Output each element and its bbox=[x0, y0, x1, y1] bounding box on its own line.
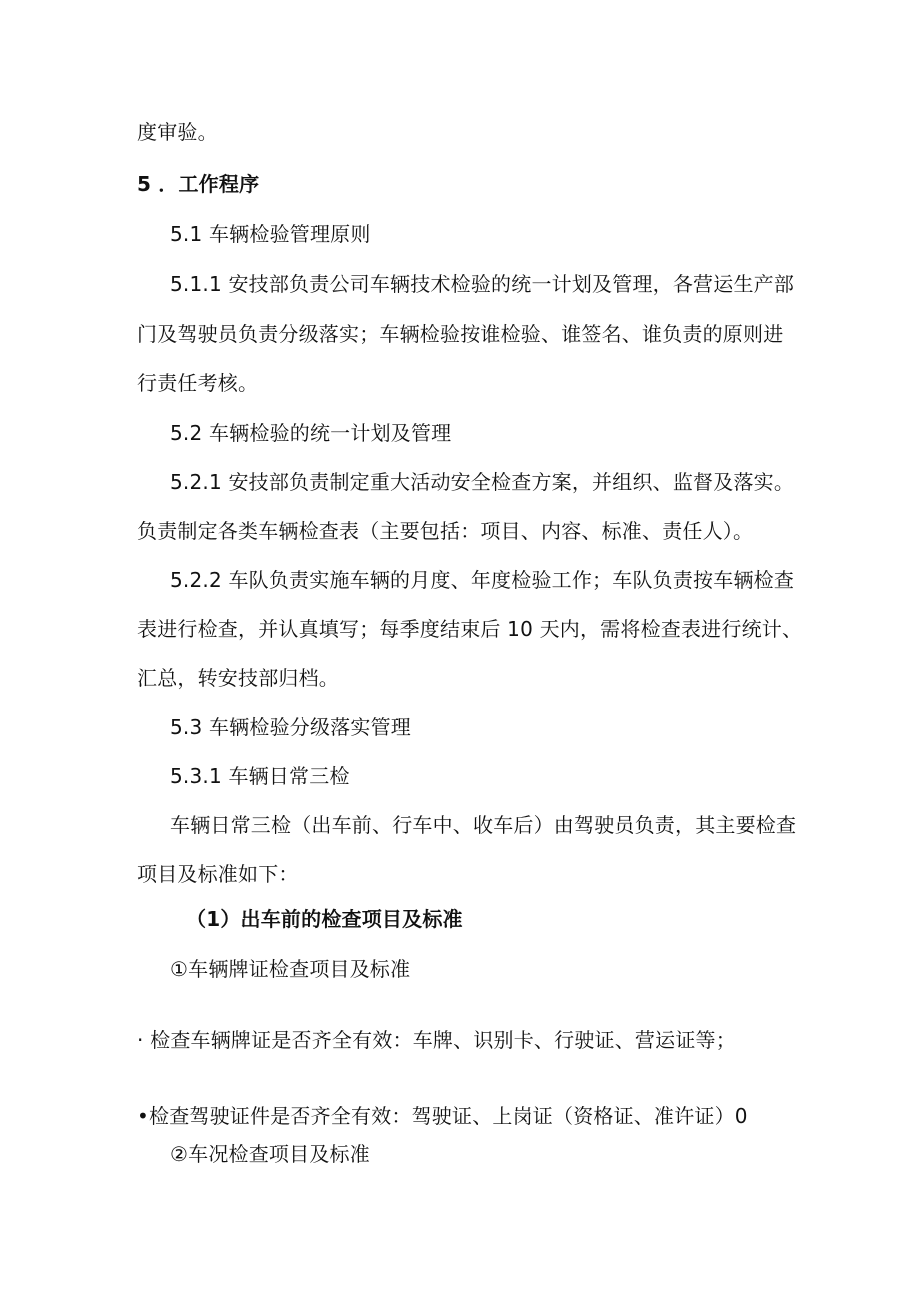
subsection-heading: 5.3 车辆检验分级落实管理 bbox=[170, 715, 411, 739]
paragraph-line: 负责制定各类车辆检查表（主要包括：项目、内容、标准、责任人）。 bbox=[137, 519, 754, 543]
paragraph-line: 项目及标准如下： bbox=[137, 862, 299, 886]
paragraph-line: 表进行检查，并认真填写；每季度结束后 10 天内，需将检查表进行统计、 bbox=[137, 617, 803, 641]
paragraph-line: 车辆日常三检（出车前、行车中、收车后）由驾驶员负责，其主要检查 bbox=[170, 813, 797, 837]
paragraph-line: 行责任考核。 bbox=[137, 371, 259, 395]
paragraph-line: 5.2.1 安技部负责制定重大活动安全检查方案，并组织、监督及落实。 bbox=[170, 470, 795, 494]
subsection-heading: 5.2 车辆检验的统一计划及管理 bbox=[170, 421, 452, 445]
list-item: · 检查车辆牌证是否齐全有效：车牌、识别卡、行驶证、营运证等； bbox=[137, 1028, 736, 1052]
subsection-heading: 5.3.1 车辆日常三检 bbox=[170, 764, 350, 788]
paragraph-line: 汇总，转安技部归档。 bbox=[137, 666, 339, 690]
section-heading: 5 ．工作程序 bbox=[137, 172, 260, 196]
list-subheading: ①车辆牌证检查项目及标准 bbox=[170, 957, 411, 981]
paragraph-line: 度审验。 bbox=[137, 120, 218, 144]
paragraph-line: 5.1.1 安技部负责公司车辆技术检验的统一计划及管理，各营运生产部 bbox=[170, 272, 795, 296]
paragraph-line: 门及驾驶员负责分级落实；车辆检验按谁检验、谁签名、谁负责的原则进 bbox=[137, 322, 784, 346]
subsection-heading: 5.1 车辆检验管理原则 bbox=[170, 222, 371, 246]
paragraph-line: 5.2.2 车队负责实施车辆的月度、年度检验工作；车队负责按车辆检查 bbox=[170, 568, 795, 592]
list-subheading: ②车况检查项目及标准 bbox=[170, 1142, 370, 1166]
list-item: •检查驾驶证件是否齐全有效：驾驶证、上岗证（资格证、准许证）0 bbox=[137, 1104, 748, 1128]
list-heading: （1）出车前的检查项目及标准 bbox=[186, 907, 463, 931]
